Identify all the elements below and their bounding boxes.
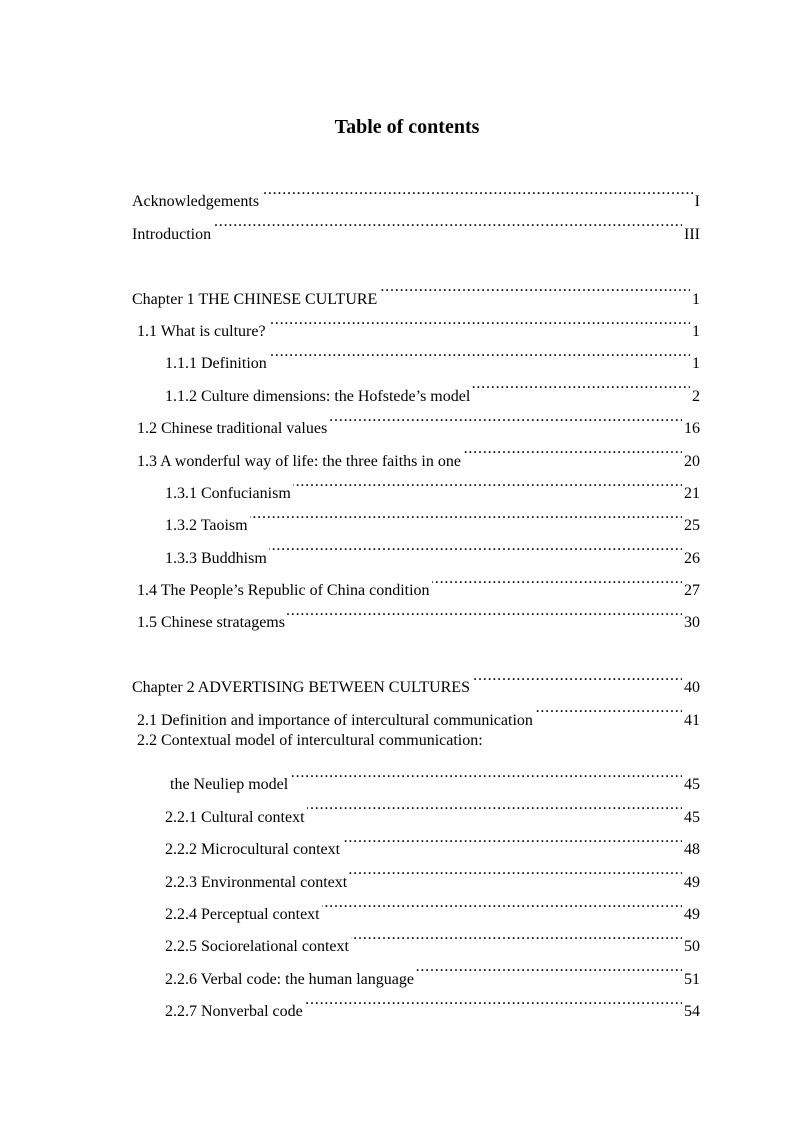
toc-entry-page: 49 bbox=[684, 905, 700, 923]
toc-entry-text: 1.3 A wonderful way of life: the three faiths in one bbox=[137, 452, 461, 470]
toc-entry-text: 1.3.3 Buddhism bbox=[165, 549, 267, 567]
toc-entry-2-2-continued bbox=[132, 757, 700, 794]
dot-leader bbox=[213, 206, 682, 238]
toc-entry-page: 1 bbox=[692, 290, 700, 308]
toc-entry-page: 51 bbox=[684, 970, 700, 988]
toc-entry-text: 2.2.7 Nonverbal code bbox=[165, 1003, 303, 1021]
toc-entry-page: III bbox=[684, 225, 700, 243]
dot-leader bbox=[329, 401, 682, 433]
toc-entry-chapter-1 bbox=[132, 271, 700, 308]
dot-leader bbox=[472, 660, 682, 692]
toc-entry-page: 45 bbox=[684, 808, 700, 826]
dot-leader bbox=[432, 563, 682, 595]
toc-entry-page: 2 bbox=[692, 387, 700, 405]
toc-entry-text: Chapter 1 THE CHINESE CULTURE bbox=[132, 290, 378, 308]
dot-leader bbox=[250, 498, 682, 530]
dot-leader bbox=[269, 336, 690, 368]
toc-entry-page: 20 bbox=[684, 452, 700, 470]
toc-entry-text: 2.2.3 Environmental context bbox=[165, 873, 348, 891]
toc-entry-text: 1.4 The People’s Republic of China condition bbox=[137, 582, 430, 600]
toc-entry-text: 1.1.2 Culture dimensions: the Hofstede’s model bbox=[165, 387, 471, 405]
toc-entry-text: 1.5 Chinese stratagems bbox=[137, 614, 285, 632]
toc-entry-page: 25 bbox=[684, 517, 700, 535]
dot-leader bbox=[349, 854, 682, 886]
dot-leader bbox=[307, 789, 682, 821]
toc-entry-page: 1 bbox=[692, 355, 700, 373]
toc-entry-page: 54 bbox=[684, 1003, 700, 1021]
toc-entry-text: 1.2 Chinese traditional values bbox=[137, 420, 328, 438]
toc-entry-text: 2.2.5 Sociorelational context bbox=[165, 938, 349, 956]
dot-leader bbox=[342, 822, 682, 854]
toc-entry-text: Introduction bbox=[132, 225, 212, 243]
toc-entry-text: 1.3.1 Confucianism bbox=[165, 484, 291, 502]
toc-entry-page: 16 bbox=[684, 420, 700, 438]
toc-entry-text: 2.1 Definition and importance of intercultural communication bbox=[137, 711, 533, 729]
toc-entry-page: I bbox=[694, 193, 700, 211]
toc-entry-page: 1 bbox=[692, 322, 700, 340]
page-title: Table of contents bbox=[334, 116, 480, 138]
toc-entry-page: 40 bbox=[684, 679, 700, 697]
dot-leader bbox=[268, 304, 690, 336]
dot-leader bbox=[416, 951, 682, 983]
toc-entry-text: Chapter 2 ADVERTISING BETWEEN CULTURES bbox=[132, 679, 470, 697]
toc-entry-page: 48 bbox=[684, 841, 700, 859]
dot-leader bbox=[379, 271, 690, 303]
dot-leader bbox=[287, 595, 682, 627]
toc-entry-text: Acknowledgements bbox=[132, 193, 260, 211]
toc-entry-text: 1.1.1 Definition bbox=[165, 355, 267, 373]
toc-entry-page: 41 bbox=[684, 711, 700, 729]
toc-entry-page: 45 bbox=[684, 776, 700, 794]
dot-leader bbox=[305, 984, 682, 1016]
toc-entry-text: 1.1 What is culture? bbox=[137, 322, 266, 340]
toc-entry-page: 30 bbox=[684, 614, 700, 632]
toc-entry-page: 27 bbox=[684, 582, 700, 600]
toc-entry-page: 26 bbox=[684, 549, 700, 567]
dot-leader bbox=[290, 757, 682, 789]
dot-leader bbox=[472, 368, 690, 400]
toc-entry-chapter-2 bbox=[132, 660, 700, 697]
toc-entry-text: 2.2.2 Microcultural context bbox=[165, 841, 341, 859]
toc-entry-text: 2.2.4 Perceptual context bbox=[165, 905, 320, 923]
toc-entry-text: 1.3.2 Taoism bbox=[165, 517, 248, 535]
dot-leader bbox=[293, 466, 682, 498]
toc-entry-text: 2.2 Contextual model of intercultural communication: bbox=[137, 731, 483, 749]
toc-entry-acknowledgements bbox=[132, 174, 700, 211]
toc-entry-page: 50 bbox=[684, 938, 700, 956]
toc-entry-page: 21 bbox=[684, 484, 700, 502]
dot-leader bbox=[269, 530, 682, 562]
toc-entry-2-2 bbox=[132, 725, 700, 757]
dot-leader bbox=[261, 174, 693, 206]
toc-entry-text: 2.2.6 Verbal code: the human language bbox=[165, 970, 414, 988]
toc-entry-page: 49 bbox=[684, 873, 700, 891]
table-of-contents bbox=[132, 174, 700, 1021]
dot-leader bbox=[322, 887, 682, 919]
dot-leader bbox=[463, 433, 682, 465]
toc-entry-introduction bbox=[132, 206, 700, 243]
toc-entry-text: 2.2.1 Cultural context bbox=[165, 808, 305, 826]
dot-leader bbox=[351, 919, 682, 951]
dot-leader bbox=[535, 692, 682, 724]
toc-entry-text: the Neuliep model bbox=[170, 776, 289, 794]
